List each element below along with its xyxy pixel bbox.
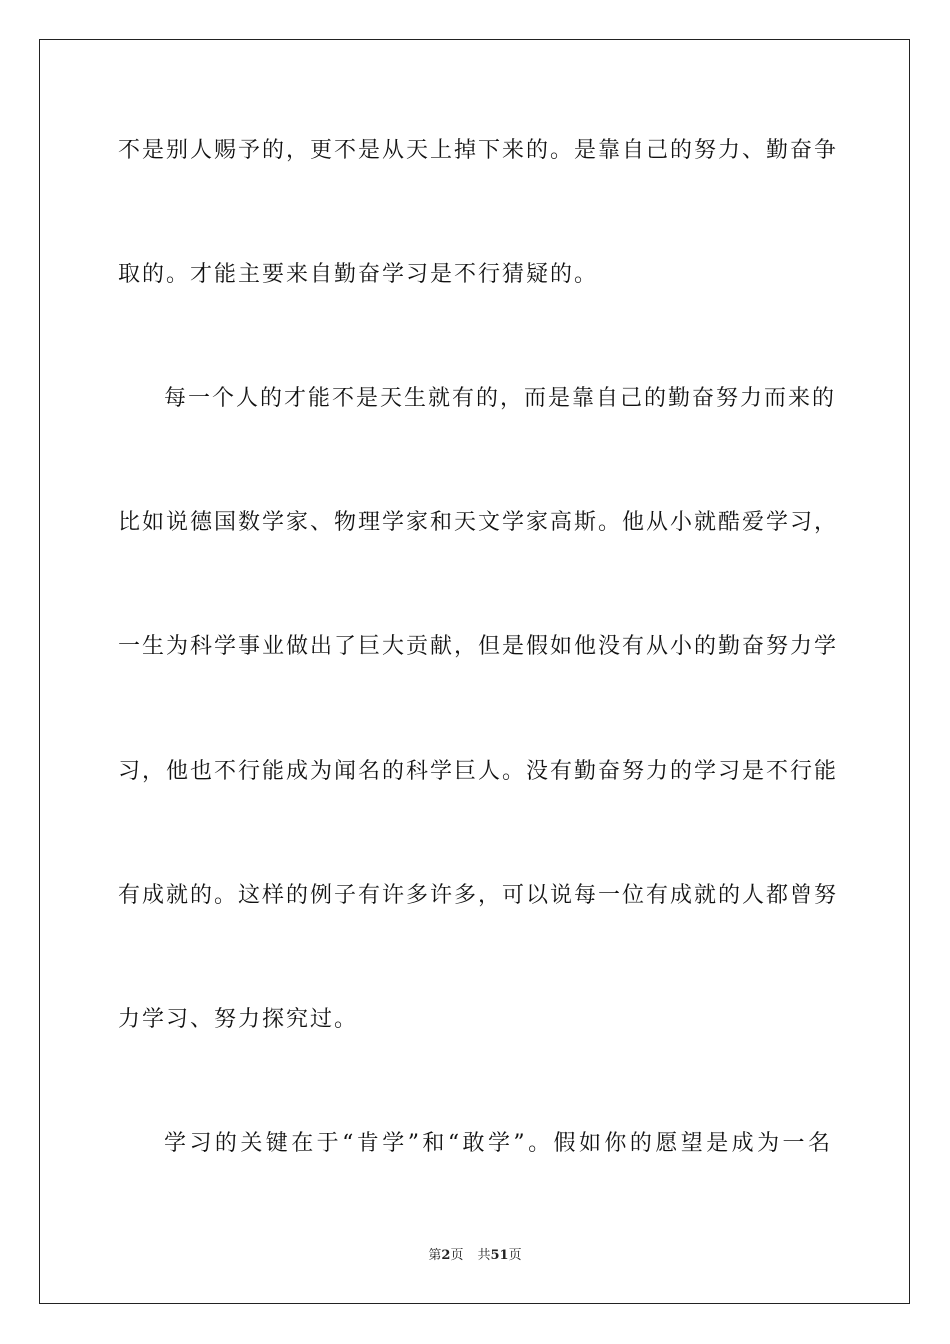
- text-line-9: 学习的关键在于“肯学”和“敢学”。假如你的愿望是成为一名: [164, 1131, 832, 1156]
- page-footer: [0, 1247, 950, 1265]
- text-line-8: 力学习、努力探究过。: [118, 1007, 359, 1032]
- footer-page-suffix: 页: [450, 1248, 464, 1263]
- text-line-3: 每一个人的才能不是天生就有的，而是靠自己的勤奋努力而来的: [164, 386, 837, 411]
- text-line-2: 取的。才能主要来自勤奋学习是不行猜疑的。: [118, 262, 599, 287]
- footer-total-prefix: 共: [477, 1248, 491, 1263]
- text-line-1: 不是别人赐予的，更不是从天上掉下来的。是靠自己的努力、勤奋争: [118, 138, 839, 163]
- page-border: [39, 39, 910, 1304]
- footer-total-suffix: 页: [508, 1248, 522, 1263]
- text-line-7: 有成就的。这样的例子有许多许多，可以说每一位有成就的人都曾努: [118, 883, 839, 908]
- text-line-5: 一生为科学事业做出了巨大贡献，但是假如他没有从小的勤奋努力学: [118, 634, 839, 659]
- footer-page-number: 2: [441, 1248, 451, 1263]
- text-line-4: 比如说德国数学家、物理学家和天文学家高斯。他从小就酷爱学习，: [118, 510, 839, 535]
- text-line-6: 习，他也不行能成为闻名的科学巨人。没有勤奋努力的学习是不行能: [118, 759, 839, 784]
- footer-page-prefix: 第: [428, 1248, 442, 1263]
- footer-total-pages: 51: [490, 1248, 509, 1263]
